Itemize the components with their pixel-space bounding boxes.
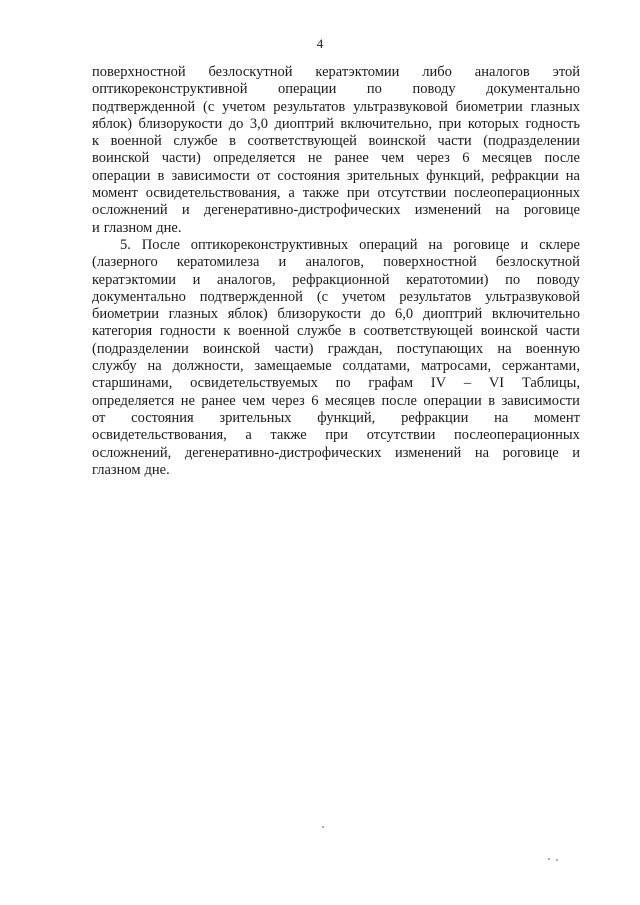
text-line: определяется не ранее чем через 6 месяцев после операции в зависимости — [92, 392, 580, 409]
text-line: осложнений, дегенеративно-дистрофических изменений на роговице и — [92, 444, 580, 461]
text-line: к военной службе в соответствующей воинской части (подразделении — [92, 133, 580, 150]
text-line: 5. После оптикореконструктивных операций на роговице и склере — [120, 236, 580, 253]
paragraph — [92, 237, 580, 479]
text-line: документально подтвержденной (с учетом результатов ультразвуковой — [92, 288, 580, 305]
text-line: (лазерного кератомилеза и аналогов, поверхностной безлоскутной — [92, 254, 580, 271]
page-number: 4 — [316, 36, 324, 51]
text-line: биометрии глазных яблок) близорукости до 6,0 диоптрий включительно — [92, 306, 580, 323]
paragraph — [92, 64, 580, 237]
text-line: оптикореконструктивной операции по поводу документально — [92, 81, 580, 98]
text-line: воинской части) определяется не ранее чем через 6 месяцев после — [92, 150, 580, 167]
text-line: осложнений и дегенеративно-дистрофических изменений на роговице — [92, 202, 580, 219]
text-line: операции в зависимости от состояния зрительных функций, рефракции на — [92, 167, 580, 184]
text-line: яблок) близорукости до 3,0 диоптрий включительно, при которых годность — [92, 115, 580, 132]
text-line: старшинами, освидетельствуемых по графам IV – VI Таблицы, — [92, 375, 580, 392]
text-line: и глазном дне. — [92, 219, 182, 236]
text-line: глазном дне. — [92, 461, 170, 478]
text-line: от состояния зрительных функций, рефракции на момент — [92, 409, 580, 426]
scan-artifact — [548, 858, 550, 860]
text-line: поверхностной безлоскутной кератэктомии либо аналогов этой — [92, 64, 580, 80]
text-line: подтвержденной (с учетом результатов ультразвуковой биометрии глазных — [92, 98, 580, 115]
text-line: категория годности к военной службе в соответствующей воинской части — [92, 323, 580, 340]
scan-artifact — [556, 859, 558, 861]
text-line: службу на должности, замещаемые солдатами, матросами, сержантами, — [92, 358, 580, 375]
text-line: освидетельствования, а также при отсутствии послеоперационных — [92, 427, 580, 444]
text-line: (подразделении воинской части) граждан, поступающих на военную — [92, 340, 580, 357]
text-line: кератэктомии и аналогов, рефракционной кератотомии) по поводу — [92, 271, 580, 288]
scan-artifact — [322, 826, 324, 828]
text-line: момент освидетельствования, а также при отсутствии послеоперационных — [92, 185, 580, 202]
document-body — [92, 64, 580, 479]
